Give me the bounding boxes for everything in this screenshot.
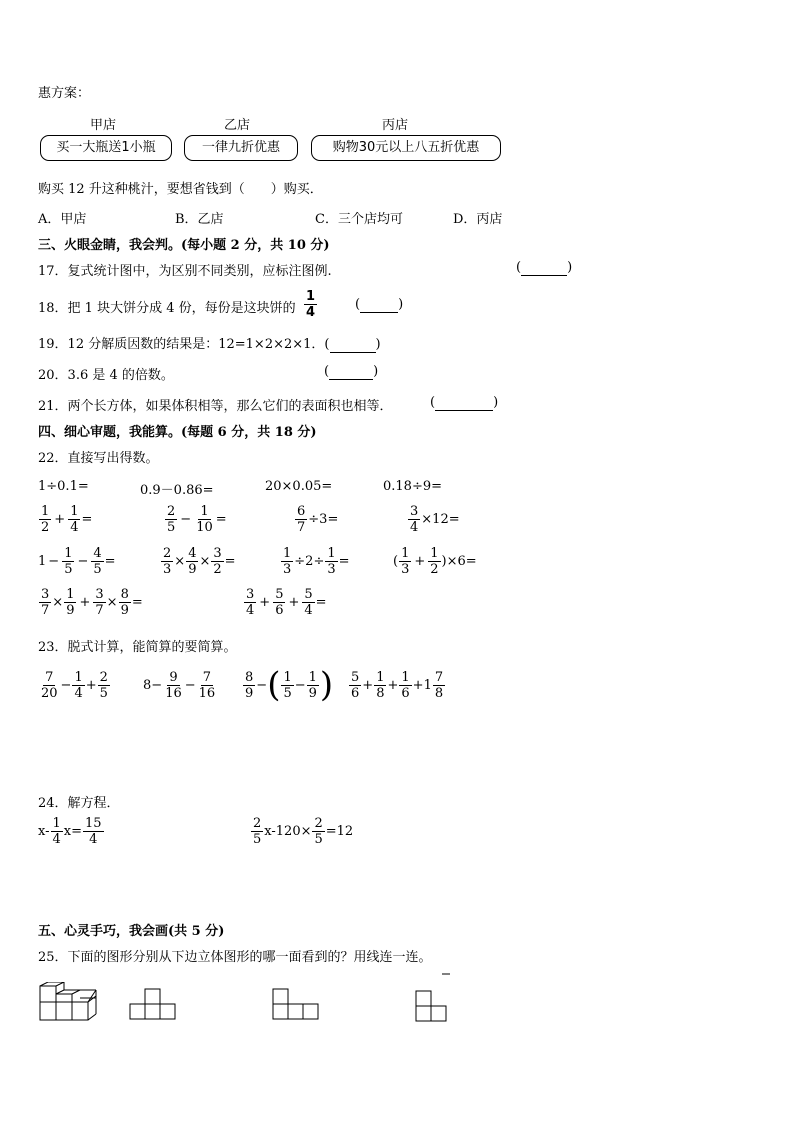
simplify-4: $\frac{5}{6}$ + $\frac{1}{8}$ + $\frac{1}{6}$ + 1 $\frac{7}{8}$ <box>351 670 444 701</box>
store-name-jia: 甲店 <box>90 118 117 133</box>
answer-blank-21[interactable]: ( ) <box>430 395 499 410</box>
question-16: 购买 12 升这种桃汁，要想省钱到（ ）购买． <box>38 182 323 197</box>
store-offer-jia: 买一大瓶送1小瓶 <box>40 135 172 161</box>
calc-1-1: 1÷0.1= <box>38 479 89 494</box>
calc-3-3: $\frac{1}{3}$ ÷2÷ $\frac{1}{3}$ = <box>283 546 350 577</box>
option-d: D．丙店 <box>453 212 503 227</box>
simplify-3: $\frac{8}{9}$ − ( $\frac{1}{5}$ − $\frac{1}{9}$ ) <box>245 665 334 705</box>
simplify-1: $\frac{7}{20}$ − $\frac{1}{4}$ + $\frac{2}{5}$ <box>41 670 108 701</box>
answer-blank-18[interactable]: ( ) <box>355 297 404 312</box>
calc-3-1: 1 − $\frac{1}{5}$ − $\frac{4}{5}$ = <box>38 546 116 577</box>
answer-blank-19[interactable] <box>330 337 376 353</box>
simplify-2: 8 − $\frac{9}{16}$ − $\frac{7}{16}$ <box>143 670 216 701</box>
view-shape-1[interactable] <box>128 986 178 1022</box>
question-20: 20．3.6 是 4 的倍数。 <box>38 368 174 383</box>
calc-4-1: $\frac{3}{7}$ × $\frac{1}{9}$ + $\frac{3}{7}$ × $\frac{8}{9}$ = <box>41 587 143 618</box>
calc-4-2: $\frac{3}{4}$ + $\frac{5}{6}$ + $\frac{5}{4}$ = <box>246 587 327 618</box>
section-5-heading: 五、心灵手巧，我会画(共 5 分) <box>38 924 225 939</box>
option-b: B．乙店 <box>175 212 224 227</box>
store-offer-bing: 购物30元以上八五折优惠 <box>311 135 501 161</box>
calc-2-1: $\frac{1}{2}$ + $\frac{1}{4}$ = <box>41 504 93 535</box>
fraction-1-4: $\frac{1}{4}$ <box>306 289 316 320</box>
question-19: 19．12 分解质因数的结果是：12=1×2×2×1．( ) <box>38 337 381 352</box>
store-offer-yi: 一律九折优惠 <box>184 135 298 161</box>
calc-1-2: 0.9－0.86= <box>140 483 214 498</box>
view-shape-3[interactable] <box>412 972 452 1024</box>
calc-2-3: $\frac{6}{7}$ ÷3= <box>297 504 339 535</box>
option-a: A．甲店 <box>38 212 87 227</box>
answer-blank-17[interactable]: ( ) <box>516 260 573 275</box>
equation-1: x- $\frac{1}{4}$ x= $\frac{15}{4}$ <box>38 816 102 847</box>
option-c: C．三个店均可 <box>315 212 403 227</box>
question-18: 18．把 1 块大饼分成 4 份，每份是这块饼的 <box>38 301 296 316</box>
equation-2: $\frac{2}{5}$ x-120× $\frac{2}{5}$ =12 <box>253 816 354 847</box>
intro-text: 惠方案： <box>38 86 91 101</box>
answer-blank-20[interactable]: ( ) <box>324 364 379 379</box>
store-name-yi: 乙店 <box>224 118 251 133</box>
calc-3-4: ( $\frac{1}{3}$ + $\frac{1}{2}$ ) ×6= <box>393 546 477 577</box>
question-25: 25．下面的图形分别从下边立体图形的哪一面看到的？用线连一连。 <box>38 950 432 965</box>
calc-1-3: 20×0.05= <box>265 479 333 494</box>
store-name-bing: 丙店 <box>382 118 409 133</box>
cube-solid-figure <box>38 982 102 1024</box>
calc-2-2: $\frac{2}{5}$ − $\frac{1}{10}$ = <box>167 504 227 535</box>
question-17: 17．复式统计图中，为区别不同类别，应标注图例. <box>38 264 332 279</box>
question-23: 23．脱式计算，能简算的要简算。 <box>38 640 237 655</box>
question-22: 22．直接写出得数。 <box>38 451 159 466</box>
view-shape-2[interactable] <box>271 986 321 1022</box>
section-4-heading: 四、细心审题，我能算。(每题 6 分，共 18 分) <box>38 425 317 440</box>
calc-3-2: $\frac{2}{3}$ × $\frac{4}{9}$ × $\frac{3}{2}$ = <box>163 546 236 577</box>
question-21: 21．两个长方体，如果体积相等，那么它们的表面积也相等． <box>38 399 393 414</box>
section-3-heading: 三、火眼金睛，我会判。(每小题 2 分，共 10 分) <box>38 238 330 253</box>
question-24: 24．解方程． <box>38 796 120 811</box>
calc-2-4: $\frac{3}{4}$ ×12= <box>410 504 460 535</box>
calc-1-4: 0.18÷9= <box>383 479 443 494</box>
